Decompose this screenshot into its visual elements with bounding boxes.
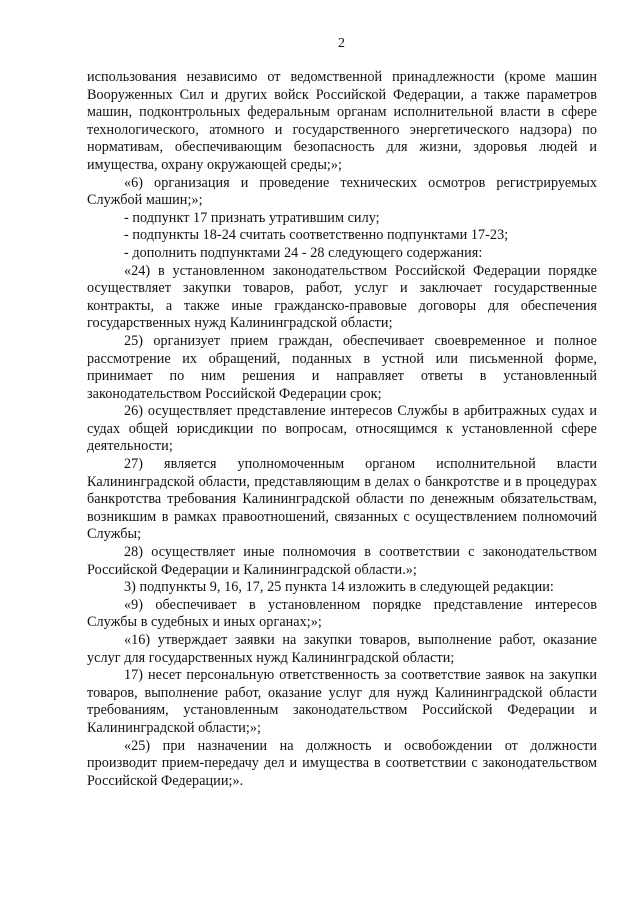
paragraph-renumber: - подпункты 18-24 считать соответственно подпунктами 17-23;: [124, 227, 509, 244]
paragraph-new-item-25: «25) при назначении на должность и освобождении от должности производит прием-передачу дел и имущества в соответствии с законодательством Российской Федерации;».: [87, 737, 597, 789]
paragraph-item-24: «24) в установленном законодательством Российской Федерации порядке осуществляет закупки товаров, работ, услуг и заключает государственные контракты, а также иные гражданско-правовые договоры для обеспечения государственных нужд Калининградской области;: [87, 262, 597, 332]
paragraph-supplement: - дополнить подпунктами 24 - 28 следующего содержания:: [124, 244, 483, 261]
paragraph-new-item-17: 17) несет персональную ответственность за соответствие заявок на закупки товаров, выполнение работ, оказание услуг для нужд Калининградской области требованиям, установленным законодательством Российской Федерации и Калининградской области;»;: [87, 667, 597, 736]
paragraph-item-28: 28) осуществляет иные полномочия в соответствии с законодательством Российской Федерации и Калининградской области.»;: [87, 544, 597, 578]
paragraph-new-item-9: «9) обеспечивает в установленном порядке представление интересов Службы в судебных и иных органах;»;: [87, 596, 597, 631]
paragraph-item-26: 26) осуществляет представление интересов Службы в арбитражных судах и судах общей юрисдикции по вопросам, относящимся к установленной сфере деятельности;: [87, 403, 597, 455]
paragraph-item-25: 25) организует прием граждан, обеспечивает своевременное и полное рассмотрение их обращений, поданных в устной или письменной форме, принимает по ним решения и направляет ответы в установленный законодательством Российской Федерации срок;: [87, 332, 597, 402]
paragraph-repeal-17: - подпункт 17 признать утратившим силу;: [124, 209, 380, 226]
paragraph-section-3: 3) подпункты 9, 16, 17, 25 пункта 14 изложить в следующей редакции:: [124, 579, 554, 596]
paragraph-new-item-16: «16) утверждает заявки на закупки товаров, выполнение работ, оказание услуг для государственных нужд Калининградской области;: [87, 632, 597, 666]
paragraph-item-27: 27) является уполномоченным органом исполнительной власти Калининградской области, представляющим в делах о банкротстве и в процедурах банкротства требования Калининградской области по денежным обязательствам, возникшим в рамках правоотношений, связанных с осуществлением полномочий Службы;: [87, 456, 597, 543]
paragraph-item-6: «6) организация и проведение технических осмотров регистрируемых Службой машин;»;: [87, 174, 597, 209]
page-number: 2: [338, 36, 345, 51]
document-body: [87, 69, 597, 790]
paragraph-continuation: использования независимо от ведомственной принадлежности (кроме машин Вооруженных Сил и других войск Российской Федерации, а также параметров машин, подконтрольных федеральным органам исполнительной власти в сфере технологического, атомного и государственного энергетического надзора) по нормативам, обеспечивающим безопасность для жизни, здоровья людей и имущества, охрану окружающей среды;»;: [87, 69, 597, 173]
